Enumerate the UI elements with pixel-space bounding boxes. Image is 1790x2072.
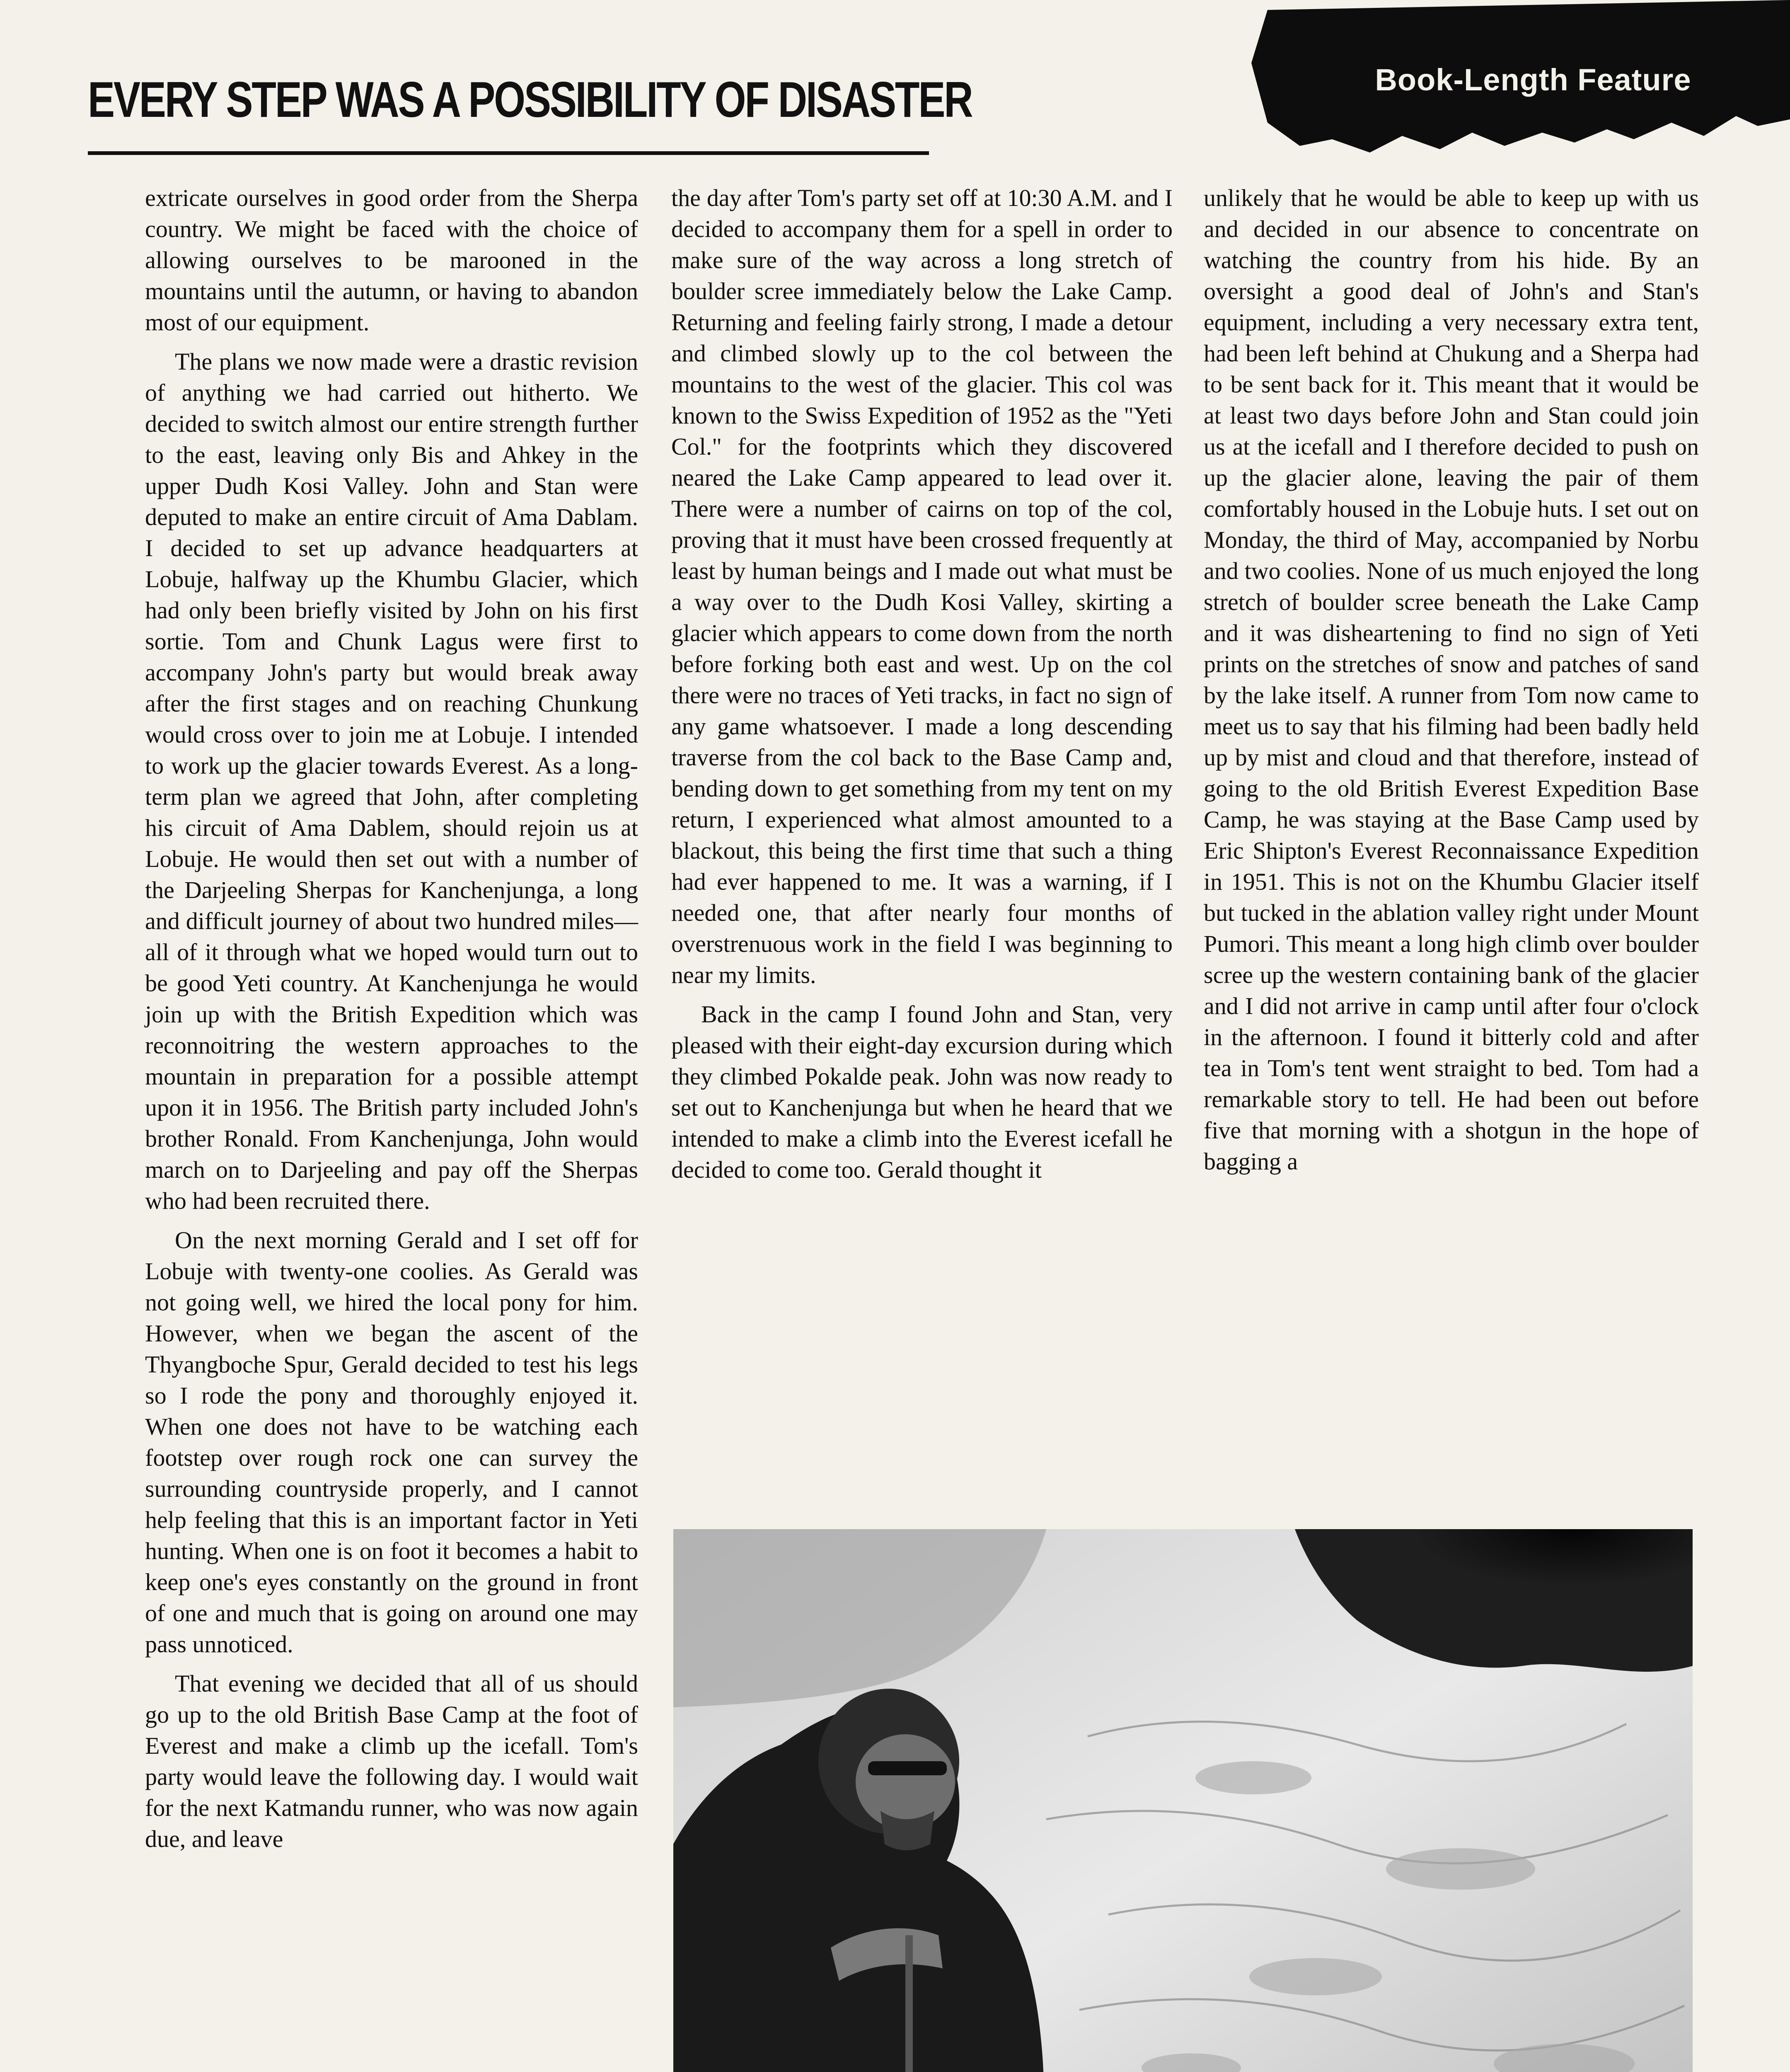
- text-column-1: [145, 182, 638, 2072]
- text-column-3: [1204, 182, 1699, 1513]
- expedition-photo: [673, 1529, 1693, 2072]
- article-headline: EVERY STEP WAS A POSSIBILITY OF DISASTER: [88, 71, 972, 128]
- section-banner: Book-Length Feature: [1375, 63, 1691, 97]
- paragraph: extricate ourselves in good order from the Sherpa country. We might be faced with the choice of allowing ourselves to be marooned in the mountains until the autumn, or having to abandon most of our equipment.: [145, 184, 638, 336]
- paragraph: The plans we now made were a drastic revision of anything we had carried out hitherto. We decided to switch almost our entire strength further to the east, leaving only Bis and Ahkey in the upper Dudh Kosi Valley. John and Stan were deputed to make an entire circuit of Ama Dablam. I decided to set up advance headquarters at Lobuje, halfway up the Khumbu Glacier, which had only been briefly visited by John on his first sortie. Tom and Chunk Lagus were first to accompany John's party but would break away after the first stages and on reaching Chunkung would cross over to join me at Lobuje. I intended to work up the glacier towards Everest. As a long-term plan we agreed that John, after completing his circuit of Ama Dablem, should rejoin us at Lobuje. He would then set out with a number of the Darjeeling Sherpas for Kanchenjunga, a long and difficult journey of about two hundred miles—all of it through what we hoped would turn out to be good Yeti country. At Kanchenjunga he would join up with the British Expedition which was reconnoitring the western approaches to the mountain in preparation for a possible attempt upon it in 1956. The British party included John's brother Ronald. From Kanchenjunga, John would march on to Darjeeling and pay off the Sherpas who had been recruited there.: [145, 348, 638, 1214]
- headline-rule: [88, 151, 929, 155]
- text-column-2: [671, 182, 1173, 1513]
- paragraph: Back in the camp I found John and Stan, very pleased with their eight-day excursion during which they climbed Pokalde peak. John was now ready to set out to Kanchenjunga but when he heard that we intended to make a climb into the Everest icefall he decided to come too. Gerald thought it: [671, 1001, 1173, 1183]
- paragraph: That evening we decided that all of us should go up to the old British Base Camp at the foot of Everest and make a climb up the icefall. Tom's party would leave the following day. I would wait for the next Katmandu runner, who was now again due, and leave: [145, 1670, 638, 1852]
- paragraph: the day after Tom's party set off at 10:30 A.M. and I decided to accompany them for a spell in order to make sure of the way across a long stretch of boulder scree immediately below the Lake Camp. Returning and feeling fairly strong, I made a detour and climbed slowly up to the col between the mountains to the west of the glacier. This col was known to the Swiss Expedition of 1952 as the "Yeti Col." for the footprints which they discovered neared the Lake Camp appeared to lead over it. There were a number of cairns on top of the col, proving that it must have been crossed frequently at least by human beings and I made out what must be a way over to the Dudh Kosi Valley, skirting a glacier which appears to come down from the north before forking both east and west. Up on the col there were no traces of Yeti tracks, in fact no sign of any game whatsoever. I made a long descending traverse from the col back to the Base Camp and, bending down to get something from my tent on my return, I experienced what almost amounted to a blackout, this being the first time that such a thing had ever happened to me. It was a warning, if I needed one, that after nearly four months of overstrenuous work in the field I was beginning to near my limits.: [671, 184, 1173, 988]
- paragraph: unlikely that he would be able to keep up with us and decided in our absence to concentrate on watching the country from his hide. By an oversight a good deal of John's and Stan's equipment, including a very necessary extra tent, had been left behind at Chukung and a Sherpa had to be sent back for it. This meant that it would be at least two days before John and Stan could join us at the icefall and I therefore decided to push on up the glacier alone, leaving the pair of them comfortably housed in the Lobuje huts. I set out on Monday, the third of May, accompanied by Norbu and two coolies. None of us much enjoyed the long stretch of boulder scree beneath the Lake Camp and it was disheartening to find no sign of Yeti prints on the stretches of snow and patches of sand by the lake itself. A runner from Tom now came to meet us to say that his filming had been badly held up by mist and cloud and that therefore, instead of going to the old British Everest Expedition Base Camp, he was staying at the Base Camp used by Eric Shipton's Everest Reconnaissance Expedition in 1951. This is not on the Khumbu Glacier itself but tucked in the ablation valley right under Mount Pumori. This meant a long high climb over boulder scree up the western containing bank of the glacier and I did not arrive in camp until after four o'clock in the afternoon. I found it bitterly cold and after tea in Tom's tent went straight to bed. Tom had a remarkable story to tell. He had been out before five that morning with a shotgun in the hope of bagging a: [1204, 184, 1699, 1175]
- paragraph: On the next morning Gerald and I set off for Lobuje with twenty-one coolies. As Gerald was not going well, we hired the local pony for him. However, when we began the ascent of the Thyangboche Spur, Gerald decided to test his legs so I rode the pony and thoroughly enjoyed it. When one does not have to be watching each footstep over rough rock one can survey the surrounding countryside properly, and I cannot help feeling that this is an important factor in Yeti hunting. When one is on foot it becomes a habit to keep one's eyes constantly on the ground in front of one and much that is going on around one may pass unnoticed.: [145, 1227, 638, 1658]
